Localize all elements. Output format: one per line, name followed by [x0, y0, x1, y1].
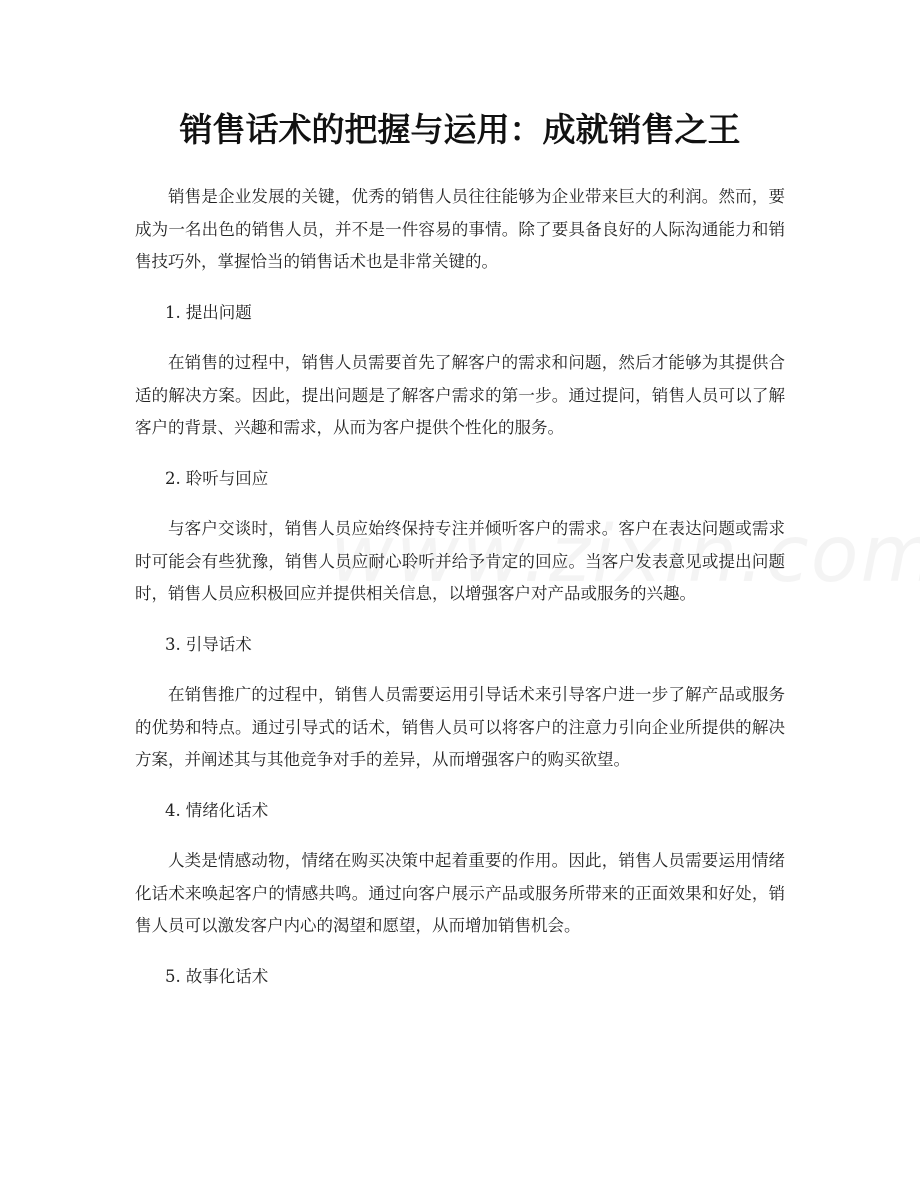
section-title: 故事化话术: [185, 966, 269, 986]
section-heading-4: [135, 795, 785, 828]
section-paragraph-3: 在销售推广的过程中，销售人员需要运用引导话术来引导客户进一步了解产品或服务的优势和特点。通过引导式的话术，销售人员可以将客户的注意力引向企业所提供的解决方案，并阐述其与其他竞争对手的差异，从而增强客户的购买欲望。: [135, 685, 785, 769]
section-number: 5.: [165, 966, 181, 986]
section-paragraph-1: 在销售的过程中，销售人员需要首先了解客户的需求和问题，然后才能够为其提供合适的解决方案。因此，提出问题是了解客户需求的第一步。通过提问，销售人员可以了解客户的背景、兴趣和需求，从而为客户提供个性化的服务。: [135, 353, 785, 437]
section-number: 4.: [165, 800, 181, 820]
intro-paragraph: 销售是企业发展的关键，优秀的销售人员往往能够为企业带来巨大的利润。然而，要成为一名出色的销售人员，并不是一件容易的事情。除了要具备良好的人际沟通能力和销售技巧外，掌握恰当的销售话术也是非常关键的。: [135, 187, 785, 271]
section-title: 情绪化话术: [185, 800, 269, 820]
section-paragraph-2: 与客户交谈时，销售人员应始终保持专注并倾听客户的需求。客户在表达问题或需求时可能会有些犹豫，销售人员应耐心聆听并给予肯定的回应。当客户发表意见或提出问题时，销售人员应积极回应并提供相关信息，以增强客户对产品或服务的兴趣。: [135, 519, 785, 603]
section-number: 3.: [165, 634, 181, 654]
section-heading-1: [135, 297, 785, 330]
section-title: 引导话术: [185, 634, 252, 654]
section-heading-2: [135, 463, 785, 496]
section-number: 1.: [165, 302, 181, 322]
document-body: [135, 181, 785, 1011]
section-paragraph-4: 人类是情感动物，情绪在购买决策中起着重要的作用。因此，销售人员需要运用情绪化话术来唤起客户的情感共鸣。通过向客户展示产品或服务所带来的正面效果和好处，销售人员可以激发客户内心的渴望和愿望，从而增加销售机会。: [135, 851, 785, 935]
section-heading-3: [135, 629, 785, 662]
section-number: 2.: [165, 468, 181, 488]
section-title: 提出问题: [185, 302, 252, 322]
section-heading-5: [135, 961, 785, 994]
document-title: 销售话术的把握与运用：成就销售之王: [179, 110, 741, 149]
section-title: 聆听与回应: [185, 468, 269, 488]
